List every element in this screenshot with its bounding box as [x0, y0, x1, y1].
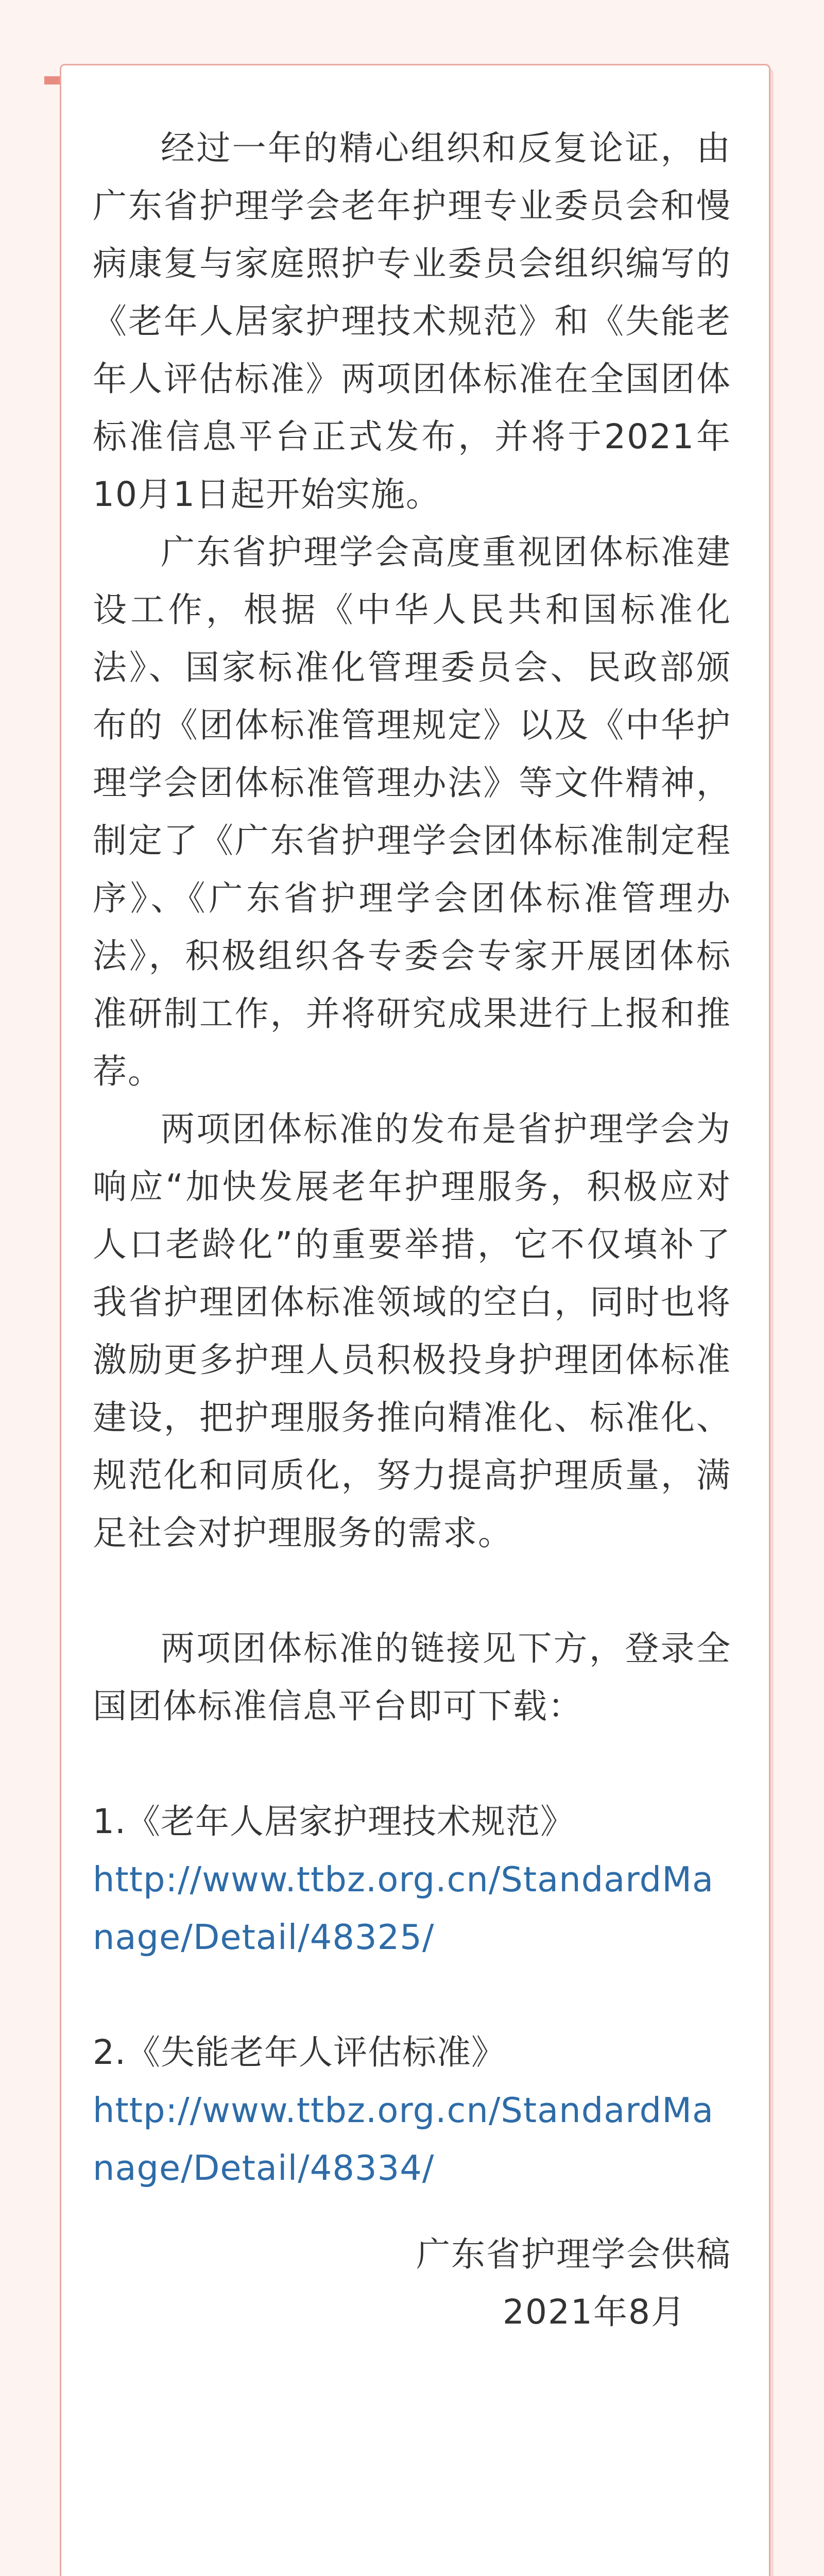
spacer — [93, 1735, 731, 1793]
spacer — [93, 1966, 731, 2024]
standard-link-1[interactable]: http://www.ttbz.org.cn/StandardManage/Detail/48325/ — [93, 1859, 714, 1957]
standard-link-2[interactable]: http://www.ttbz.org.cn/StandardManage/Detail/48334/ — [93, 2090, 714, 2188]
signature: 广东省护理学会供稿 — [416, 2234, 731, 2274]
spacer — [93, 1562, 731, 1620]
standard-title-2: 2.《失能老年人评估标准》 — [93, 2032, 506, 2072]
standard-title-1: 1.《老年人居家护理技术规范》 — [93, 1802, 575, 1841]
spacer — [93, 2197, 731, 2226]
paragraph-significance: 两项团体标准的发布是省护理学会为响应“加快发展老年护理服务，积极应对人口老龄化”的重要举措，它不仅填补了我省护理团体标准领域的空白，同时也将激励更多护理人员积极投身护理团体标准建设，把护理服务推向精准化、标准化、规范化和同质化，努力提高护理质量，满足社会对护理服务的需求。 — [93, 1109, 731, 1553]
article-content — [93, 120, 731, 2341]
publish-date: 2021年8月 — [503, 2292, 686, 2332]
paragraph-release-announcement: 经过一年的精心组织和反复论证，由广东省护理学会老年护理专业委员会和慢病康复与家庭照护专业委员会组织编写的《老年人居家护理技术规范》和《失能老年人评估标准》两项团体标准在全国团体标准信息平台正式发布，并将于2021年10月1日起开始实施。 — [93, 128, 731, 514]
paragraph-standards-work: 广东省护理学会高度重视团体标准建设工作，根据《中华人民共和国标准化法》、国家标准化管理委员会、民政部颁布的《团体标准管理规定》以及《中华护理学会团体标准管理办法》等文件精神，制定了《广东省护理学会团体标准制定程序》、《广东省护理学会团体标准管理办法》，积极组织各专委会专家开展团体标准研制工作，并将研究成果进行上报和推荐。 — [93, 532, 731, 1091]
paragraph-download-intro: 两项团体标准的链接见下方，登录全国团体标准信息平台即可下载： — [93, 1629, 731, 1726]
